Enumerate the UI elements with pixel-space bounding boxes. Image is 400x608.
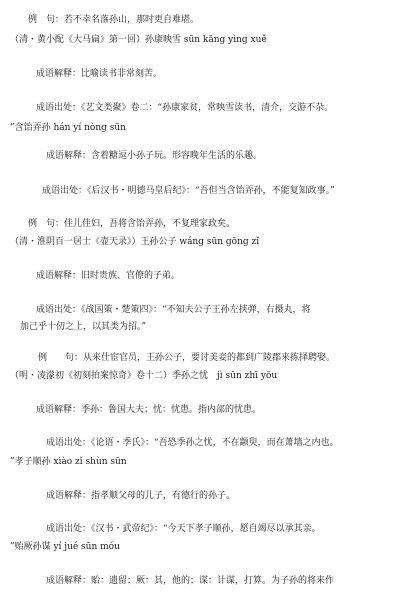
text-line: （明・凌濛初《初刻拍案惊奇》卷十二）季孙之忧 jì sūn zhī yōu (10, 371, 278, 381)
text-line: 成语解释：指孝顺父母的儿子，有德行的孙子。 (46, 491, 236, 501)
text-line: 成语解释：贻：遗留；厥：其，他的；谋：计谋，打算。为子孙的将来作 (46, 576, 335, 586)
text-line: 成语出处：《论语・季氏》：“吾恐季孙之忧，不在颛臾，而在萧墙之内也。 (46, 438, 339, 448)
text-line: 加己乎十仞之上，以其类为招。” (20, 322, 147, 332)
text-line: 例 句：佳儿佳妇，吾将含饴弄孙，不复理家政矣。 (28, 219, 236, 229)
text-line: （清・淮阴百一居士《壶天录》）王孙公子 wáng sūn gōng zǐ (10, 237, 260, 247)
text-line: （清・黄小配《大马扁》第一回）孙康映雪 sūn kāng yìng xuě (10, 35, 267, 45)
text-line: 成语解释：季孙：鲁国大夫；忧：忧患。指内部的忧患。 (36, 405, 262, 415)
text-line: ”含饴弄孙 hán yí nòng sūn (10, 123, 126, 133)
text-line: ”孝子顺孙 xiào zǐ shùn sūn (10, 457, 127, 467)
text-line: 例 句：若不幸名落孙山，那时更自难堪。 (28, 15, 200, 25)
text-line: 例 句：从来仕宦官员，王孙公子，要讨美妾的都到广陵郡来拣择聘娶。 (38, 353, 336, 363)
text-line: 成语出处：《艺文类聚》卷二：“孙康家贫，常映雪读书，清介，交游不杂。 (36, 103, 334, 113)
text-line: 成语解释：含着糖逗小孙子玩。形容晚年生活的乐趣。 (46, 151, 263, 161)
text-line: 成语出处：《后汉书・明德马皇后纪》：“吾但当含饴弄孙，不能复知政事。” (42, 186, 335, 196)
text-line: ”贻厥孙谋 yí jué sūn móu (10, 542, 120, 552)
text-line: 成语解释：旧时贵族、官僚的子弟。 (36, 271, 181, 281)
text-line: 成语出处：《战国策・楚策四》：“不知夫公子王孙左挟弹，右摄丸，将 (36, 305, 311, 315)
text-line: 成语出处：《汉书・武帝纪》：“今天下孝子顺孙，愿自竭尽以承其亲。 (46, 524, 321, 534)
text-line: 成语解释：比喻读书非常刻苦。 (36, 69, 163, 79)
